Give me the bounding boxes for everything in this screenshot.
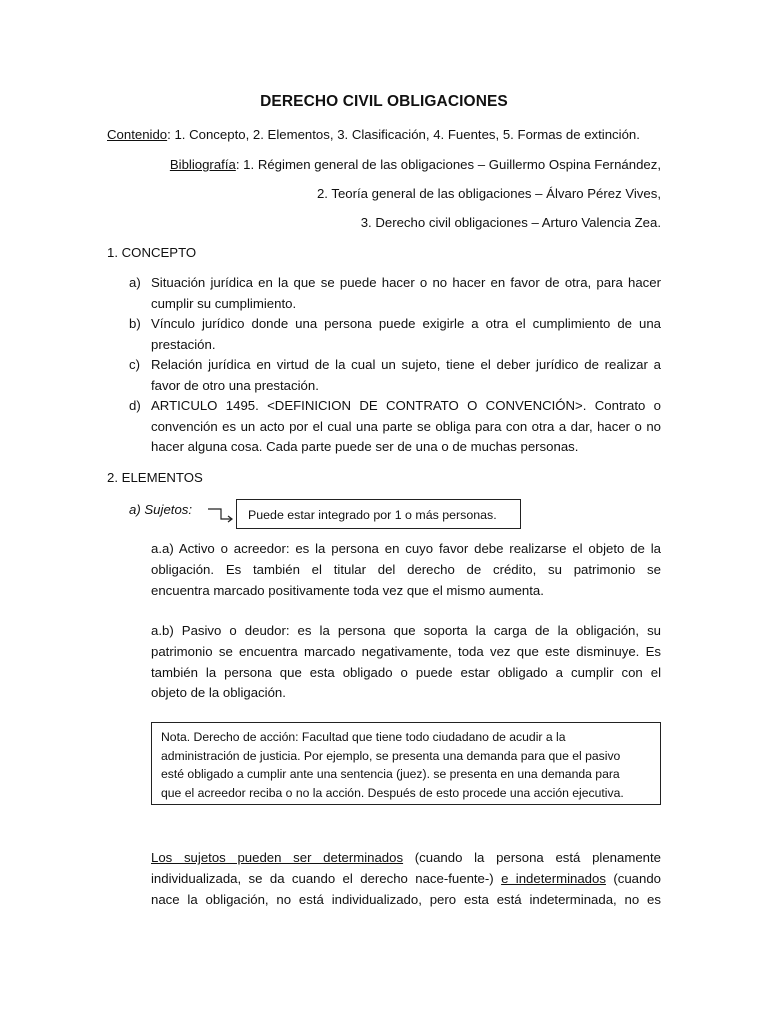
- pasivo-paragraph: [151, 621, 661, 704]
- list-item-text: Vínculo jurídico donde una persona puede exigirle a otra el cumplimiento de una prestación.: [151, 316, 661, 352]
- underlined-phrase: Los sujetos pueden ser determinados: [151, 850, 404, 865]
- list-item-text: Situación jurídica en la que se puede hacer o no hacer en favor de otra, para hacer cumplir su cumplimiento.: [151, 275, 661, 311]
- paragraph-line: a.b) Pasivo o deudor: es la persona que soporta la carga de la obligación, su: [151, 623, 661, 638]
- bibliografia-ref-1: : 1. Régimen general de las obligaciones – Guillermo Ospina Fernández,: [235, 157, 661, 172]
- list-marker: d): [129, 398, 141, 413]
- paragraph-line: también la persona que esta obligado o puede estar obligado a cumplir con el: [151, 664, 661, 680]
- underlined-phrase: e indeterminados: [501, 870, 606, 886]
- contenido-line: [107, 127, 640, 142]
- list-item: [107, 355, 661, 396]
- list-item-text: ARTICULO 1495. <DEFINICION DE CONTRATO O CONVENCIÓN>. Contrato o convención es un acto por el cual una parte se obliga para con otra a dar, hacer o no hacer alguna cosa. Cada parte puede ser de una o de muchas personas.: [151, 398, 661, 454]
- section-heading-concepto: 1. CONCEPTO: [107, 245, 197, 260]
- nota-line: que el acreedor reciba o no la acción. Después de esto procede una acción ejecutiva.: [161, 785, 624, 800]
- bibliografia-line-1: [170, 157, 661, 172]
- nota-box: [151, 722, 661, 805]
- paragraph-text: (cuando: [605, 870, 661, 886]
- sujetos-note-box: Puede estar integrado por 1 o más personas.: [236, 499, 521, 529]
- paragraph-line: obligación. Es también el titular del derecho de crédito, su patrimonio se: [151, 561, 661, 577]
- bibliografia-ref-2: 2. Teoría general de las obligaciones – Álvaro Pérez Vives,: [316, 186, 661, 201]
- arrow-connector-icon: [207, 507, 235, 523]
- nota-line: esté obligado a cumplir ante una sentencia (juez). se presenta en una demanda para: [161, 767, 620, 782]
- sujetos-label: a) Sujetos:: [129, 502, 193, 517]
- list-marker: a): [129, 275, 141, 290]
- bibliografia-label: Bibliografía: [169, 157, 236, 172]
- nota-line: Nota. Derecho de acción: Facultad que tiene todo ciudadano de acudir a la: [161, 730, 566, 744]
- list-marker: c): [129, 357, 140, 372]
- concepto-list: [107, 273, 661, 458]
- activo-paragraph: [151, 539, 661, 601]
- paragraph-line: [151, 848, 661, 869]
- section-heading-elementos: 2. ELEMENTOS: [107, 470, 203, 485]
- paragraph-text: (cuando la persona está plenamente: [403, 850, 661, 865]
- nota-line: administración de justicia. Por ejemplo, se presenta una demanda para que el pasivo: [161, 748, 621, 763]
- paragraph-line: [151, 869, 661, 890]
- paragraph-line: a.a) Activo o acreedor: es la persona en cuyo favor debe realizarse el objeto de la: [151, 541, 661, 556]
- paragraph-text: individualizada, se da cuando el derecho nace-fuente-): [151, 870, 502, 886]
- list-item: [107, 273, 661, 314]
- list-item: [107, 396, 661, 458]
- paragraph-line: encuentra marcado positivamente toda vez que el mismo aumenta.: [151, 582, 544, 598]
- list-item-text: Relación jurídica en virtud de la cual un sujeto, tiene el deber jurídico de realizar a favor de otro una prestación.: [151, 357, 661, 393]
- list-marker: b): [129, 316, 141, 331]
- sujetos-determinados-paragraph: [151, 848, 661, 910]
- contenido-text: : 1. Concepto, 2. Elementos, 3. Clasificación, 4. Fuentes, 5. Formas de extinción.: [167, 127, 640, 142]
- paragraph-line: nace la obligación, no está individualizado, pero esta está indeterminada, no es: [151, 891, 661, 907]
- document-title: DERECHO CIVIL OBLIGACIONES: [260, 93, 508, 110]
- list-item: [107, 314, 661, 355]
- paragraph-line: patrimonio se encuentra marcado negativamente, toda vez que este disminuye. Es: [151, 643, 661, 659]
- contenido-label: Contenido: [107, 127, 168, 142]
- paragraph-line: objeto de la obligación.: [151, 685, 286, 701]
- bibliografia-ref-3: 3. Derecho civil obligaciones – Arturo Valencia Zea.: [360, 215, 661, 230]
